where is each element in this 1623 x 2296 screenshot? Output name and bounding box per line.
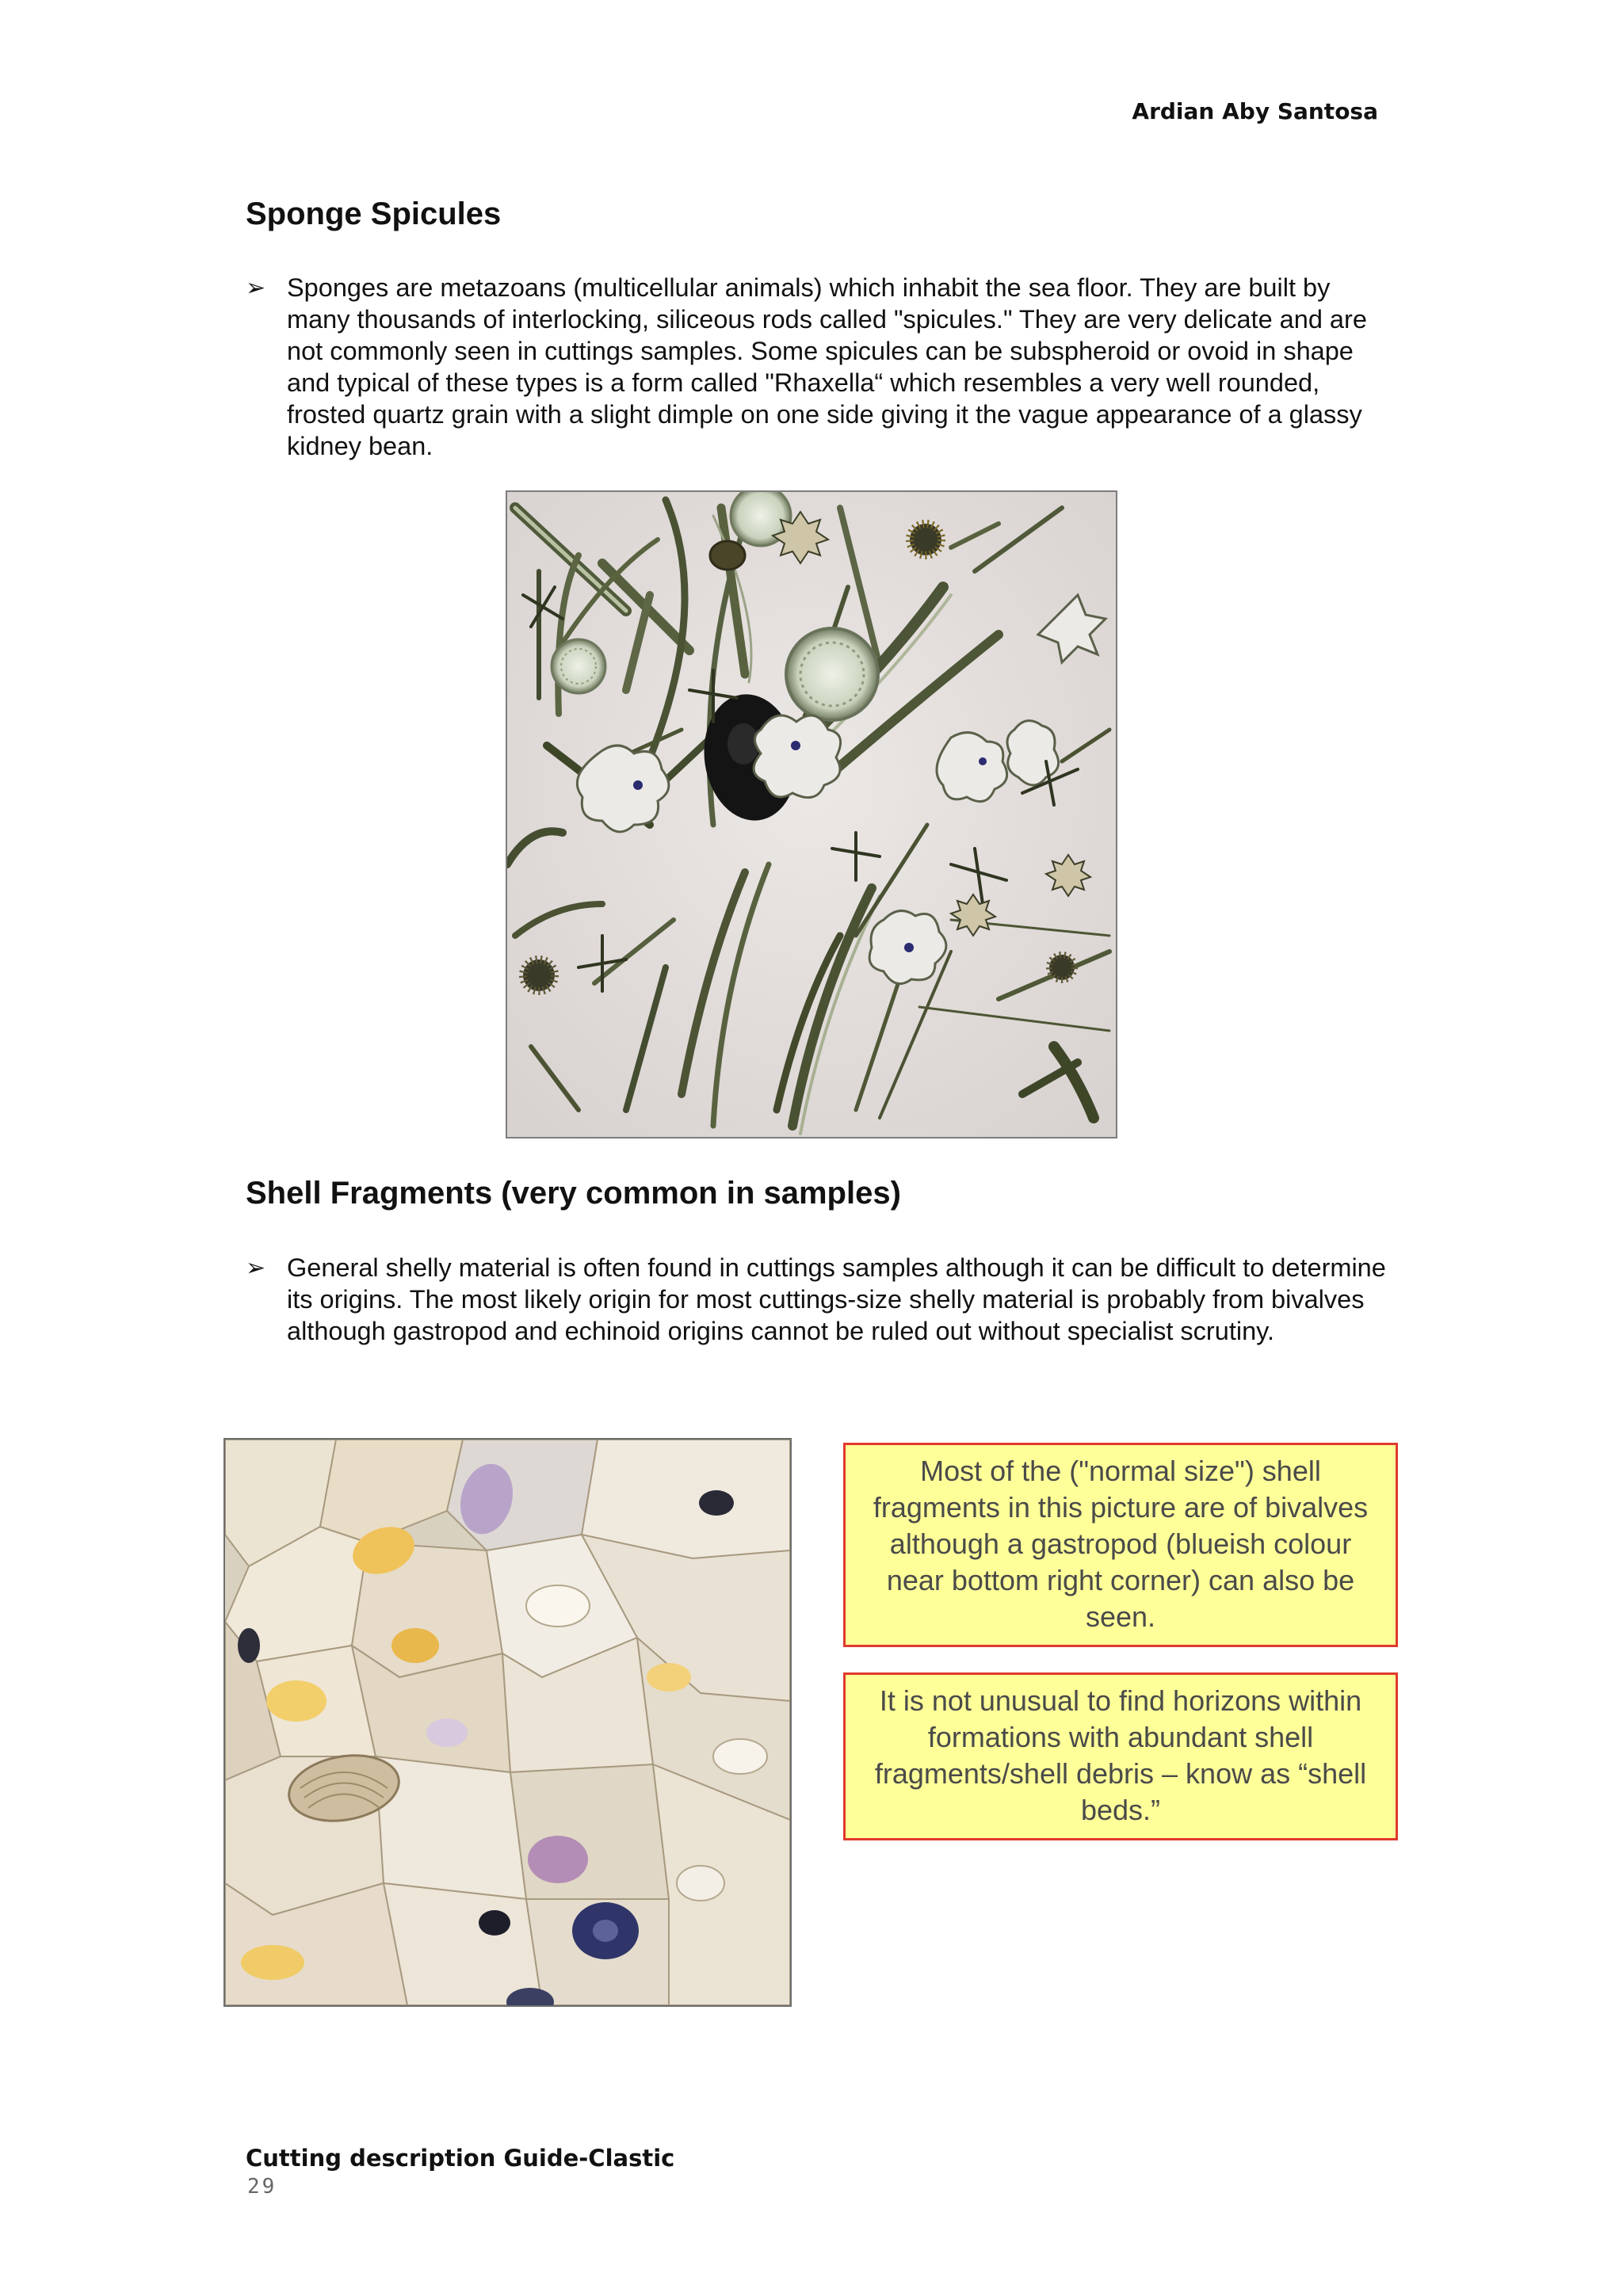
section-title-sponge-spicules: Sponge Spicules: [246, 196, 502, 231]
note-box-shell-beds: It is not unusual to find horizons within formations with abundant shell fragments/shell debris – know as “shell beds.”: [843, 1672, 1398, 1840]
bullet-shell-fragments: [246, 1252, 1387, 1347]
arrow-bullet-icon: ➢: [246, 275, 266, 301]
footer-page-number: 29: [247, 2175, 277, 2199]
bullet-text: General shelly material is often found in cuttings samples although it can be difficult to determine its origins. The most likely origin for most cuttings-size shelly material is probably from bivalves although gastropod and echinoid origins cannot be ruled out without specialist scrutiny.: [287, 1253, 1386, 1345]
author-name: Ardian Aby Santosa: [1132, 98, 1378, 124]
bullet-text: Sponges are metazoans (multicellular animals) which inhabit the sea floor. They are built by many thousands of interlocking, siliceous rods called "spicules." They are very delicate and are not commonly seen in cuttings samples. Some spicules can be subspheroid or ovoid in shape and typical of these types is a form called "Rhaxella“ which resembles a very well rounded, frosted quartz grain with a slight dimple on one side giving it the vague appearance of a glassy kidney bean.: [287, 273, 1367, 460]
note-box-bivalves: Most of the ("normal size") shell fragments in this picture are of bivalves although a gastropod (blueish colour near bottom right corner) can also be seen.: [843, 1443, 1398, 1647]
arrow-bullet-icon: ➢: [246, 1255, 266, 1281]
bullet-sponge-spicules: [246, 272, 1387, 462]
footer-guide-title: Cutting description Guide-Clastic: [246, 2145, 675, 2172]
shell-fragments-photo: [223, 1438, 792, 2007]
section-title-shell-fragments: Shell Fragments (very common in samples): [246, 1176, 901, 1211]
sponge-spicules-photo: [506, 490, 1117, 1138]
